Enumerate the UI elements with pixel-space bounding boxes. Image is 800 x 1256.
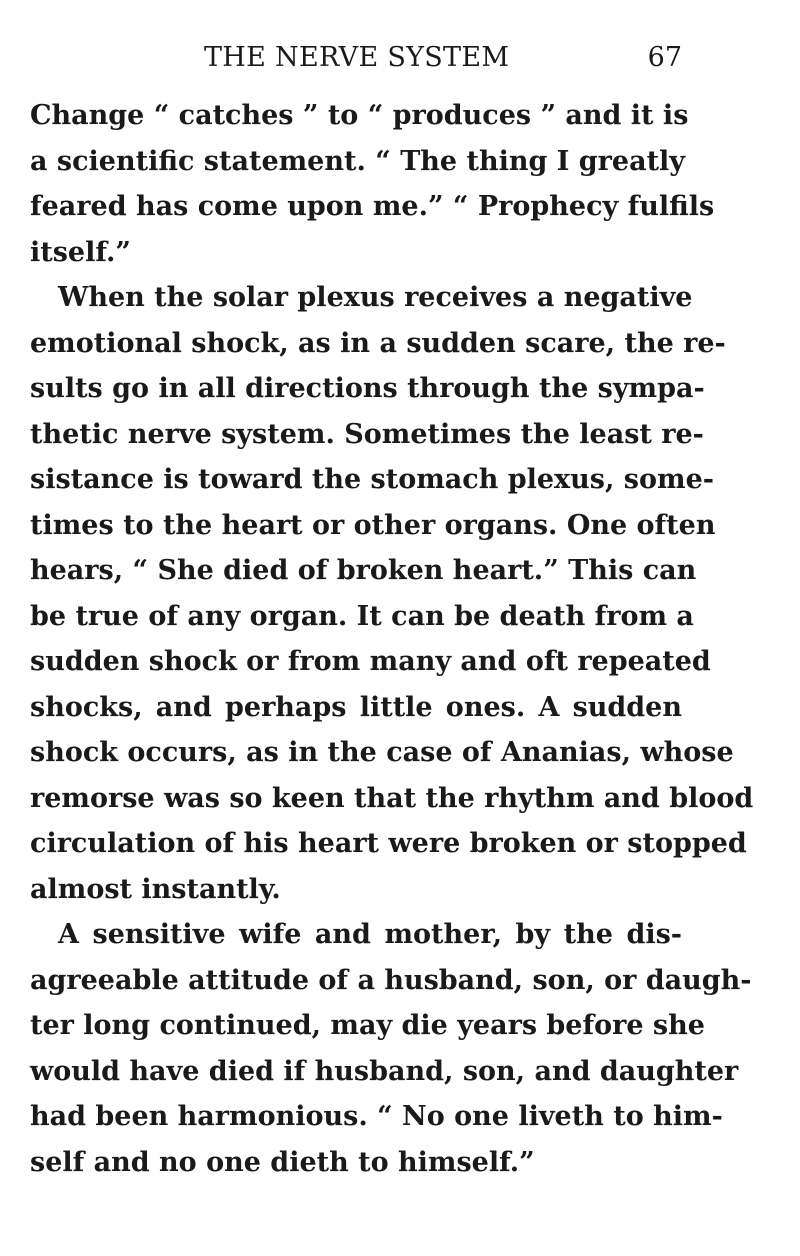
text-line: Change “ catches ” to “ produces ” and it is — [30, 100, 689, 131]
text-line: circulation of his heart were broken or stopped — [30, 828, 747, 859]
text-line: a scientific statement. “ The thing I greatly — [30, 145, 685, 177]
text-line: would have died if husband, son, and daughter — [30, 1055, 739, 1087]
text-line: be true of any organ. It can be death from a — [30, 600, 694, 632]
text-line: ter long continued, may die years before she — [30, 1010, 705, 1041]
text-line: hears, “ She died of broken heart.” This can — [30, 555, 697, 586]
text-line: itself.” — [30, 236, 131, 268]
text-line: feared has come upon me.” “ Prophecy fulfils — [30, 191, 715, 222]
text-line: had been harmonious. “ No one liveth to him- — [30, 1101, 723, 1132]
text-line: sults go in all directions through the sympa- — [30, 373, 705, 404]
text-line: shock occurs, as in the case of Ananias, whose — [30, 737, 734, 768]
text-line: self and no one dieth to himself.” — [30, 1146, 535, 1178]
text-line: remorse was so keen that the rhythm and blood — [30, 782, 754, 814]
text-line: agreeable attitude of a husband, son, or daugh- — [30, 964, 752, 996]
text-line: When the solar plexus receives a negative — [58, 282, 693, 313]
text-line: sistance is toward the stomach plexus, some- — [30, 464, 714, 495]
running-title: THE NERVE SYSTEM — [204, 42, 510, 73]
text-line: A sensitive wife and mother, by the dis- — [58, 919, 682, 950]
text-line: almost instantly. — [30, 873, 281, 905]
page-number: 67 — [647, 42, 682, 73]
text-line: shocks, and perhaps little ones. A sudden — [30, 691, 682, 723]
text-line: thetic nerve system. Sometimes the least re- — [30, 418, 704, 450]
text-line: emotional shock, as in a sudden scare, the re- — [30, 327, 726, 359]
text-line: sudden shock or from many and oft repeated — [30, 646, 711, 677]
text-line: times to the heart or other organs. One often — [30, 509, 716, 541]
page-header — [30, 42, 682, 82]
body-text — [30, 93, 754, 1185]
